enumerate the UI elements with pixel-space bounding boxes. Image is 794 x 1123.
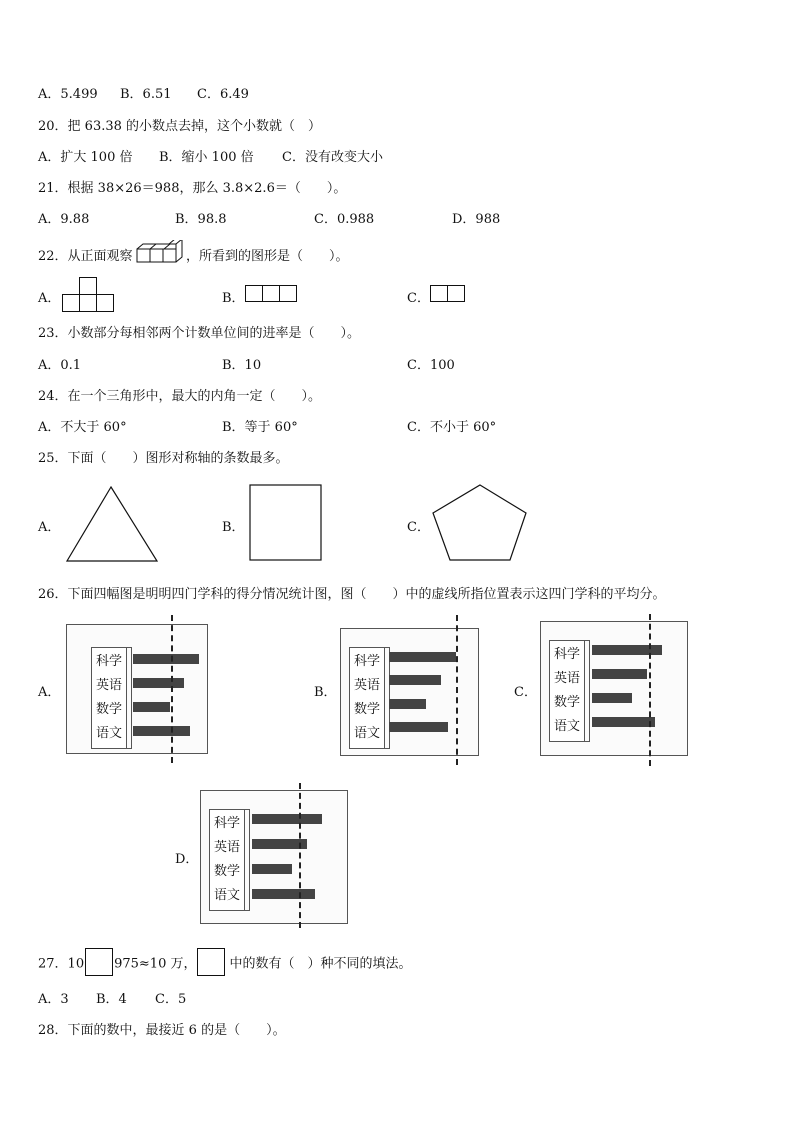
q23-option-c[interactable]: C．100 bbox=[407, 358, 455, 373]
q20-stem: 20．把 63.38 的小数点去掉，这个小数就（ ） bbox=[38, 119, 322, 134]
subject-science: 科学 bbox=[95, 654, 122, 669]
bar-chinese bbox=[133, 726, 190, 736]
q22-option-b[interactable]: B． bbox=[222, 291, 245, 306]
q25-option-c[interactable]: C． bbox=[407, 520, 430, 535]
bracket bbox=[244, 809, 250, 911]
subject-chinese: 语文 bbox=[553, 719, 580, 734]
subject-labels bbox=[549, 640, 585, 742]
triangle-shape[interactable] bbox=[65, 485, 159, 563]
bar-chinese bbox=[389, 722, 448, 732]
q26-option-b[interactable]: B． bbox=[314, 685, 337, 700]
q19-option-b[interactable]: B．6.51 bbox=[120, 87, 172, 102]
q27-option-b[interactable]: B．4 bbox=[96, 992, 127, 1007]
subject-math: 数学 bbox=[553, 695, 580, 710]
subject-english: 英语 bbox=[353, 678, 380, 693]
q27-text-3: 中的数有（ ）种不同的填法。 bbox=[229, 956, 412, 972]
bracket bbox=[584, 640, 590, 742]
q26-chart-d[interactable] bbox=[200, 790, 348, 924]
bar-english bbox=[592, 669, 647, 679]
subject-math: 数学 bbox=[353, 702, 380, 717]
q27-text-2: 975≈10 万， bbox=[114, 956, 197, 972]
q21-option-c[interactable]: C．0.988 bbox=[314, 212, 375, 227]
q22-option-b-figure[interactable] bbox=[245, 284, 299, 304]
subject-chinese: 语文 bbox=[353, 726, 380, 741]
q25-option-b[interactable]: B． bbox=[222, 520, 245, 535]
q25-stem: 25．下面（ ）图形对称轴的条数最多。 bbox=[38, 451, 289, 466]
q22-stem-start: 22．从正面观察 bbox=[38, 249, 133, 264]
bar-english bbox=[133, 678, 184, 688]
bracket bbox=[126, 647, 132, 749]
q23-option-b[interactable]: B．10 bbox=[222, 358, 262, 373]
q27-answer-box-1[interactable] bbox=[85, 948, 113, 976]
bar-science bbox=[252, 814, 322, 824]
subject-science: 科学 bbox=[213, 816, 240, 831]
q26-stem: 26．下面四幅图是明明四门学科的得分情况统计图，图（ ）中的虚线所指位置表示这四门学科的平均分。 bbox=[38, 587, 666, 602]
square-shape[interactable] bbox=[249, 484, 323, 562]
average-dashed-line bbox=[649, 614, 651, 766]
bar-chinese bbox=[252, 889, 315, 899]
q26-option-a[interactable]: A． bbox=[38, 685, 61, 700]
bracket bbox=[384, 647, 390, 749]
average-dashed-line bbox=[299, 783, 301, 928]
subject-science: 科学 bbox=[553, 647, 580, 662]
q26-chart-a[interactable] bbox=[66, 624, 208, 754]
q22-option-c[interactable]: C． bbox=[407, 291, 430, 306]
subject-labels bbox=[91, 647, 127, 749]
bar-math bbox=[133, 702, 170, 712]
subject-math: 数学 bbox=[213, 864, 240, 879]
bar-science bbox=[389, 652, 456, 662]
average-dashed-line bbox=[171, 615, 173, 763]
subject-english: 英语 bbox=[553, 671, 580, 686]
q21-option-d[interactable]: D．988 bbox=[452, 212, 501, 227]
bar-math bbox=[252, 864, 292, 874]
q27-stem bbox=[38, 952, 412, 976]
q28-stem: 28．下面的数中，最接近 6 的是（ ）。 bbox=[38, 1023, 286, 1038]
q24-stem: 24．在一个三角形中，最大的内角一定（ ）。 bbox=[38, 389, 322, 404]
subject-chinese: 语文 bbox=[213, 888, 240, 903]
q27-answer-box-2[interactable] bbox=[197, 948, 225, 976]
q22-stem-end: ，所看到的图形是（ ）。 bbox=[186, 249, 349, 264]
q19-option-a[interactable]: A．5.499 bbox=[38, 87, 98, 102]
q20-option-c[interactable]: C．没有改变大小 bbox=[282, 150, 383, 165]
q26-option-c[interactable]: C． bbox=[514, 685, 537, 700]
q24-option-a[interactable]: A．不大于 60° bbox=[38, 420, 127, 435]
bar-math bbox=[592, 693, 632, 703]
q26-chart-c[interactable] bbox=[540, 621, 688, 756]
q26-chart-b[interactable] bbox=[340, 628, 479, 756]
q21-option-a[interactable]: A．9.88 bbox=[38, 212, 90, 227]
pentagon-shape[interactable] bbox=[431, 483, 529, 563]
q26-option-d[interactable]: D． bbox=[175, 852, 199, 867]
average-dashed-line bbox=[456, 615, 458, 765]
subject-english: 英语 bbox=[213, 840, 240, 855]
q21-stem: 21．根据 38×26＝988，那么 3.8×2.6＝（ ）。 bbox=[38, 181, 347, 196]
q24-option-c[interactable]: C．不小于 60° bbox=[407, 420, 497, 435]
q27-text-1: 27．10 bbox=[38, 956, 85, 972]
q19-option-c[interactable]: C．6.49 bbox=[197, 87, 249, 102]
subject-labels bbox=[349, 647, 385, 749]
q22-option-c-figure[interactable] bbox=[430, 284, 467, 304]
q22-option-a-figure[interactable] bbox=[62, 276, 116, 312]
bar-chinese bbox=[592, 717, 655, 727]
subject-labels bbox=[209, 809, 245, 911]
bar-math bbox=[389, 699, 426, 709]
q24-option-b[interactable]: B．等于 60° bbox=[222, 420, 298, 435]
q20-option-b[interactable]: B．缩小 100 倍 bbox=[159, 150, 254, 165]
bar-science bbox=[133, 654, 199, 664]
subject-english: 英语 bbox=[95, 678, 122, 693]
q27-option-a[interactable]: A．3 bbox=[38, 992, 69, 1007]
q27-option-c[interactable]: C．5 bbox=[155, 992, 187, 1007]
q20-option-a[interactable]: A．扩大 100 倍 bbox=[38, 150, 133, 165]
bar-science bbox=[592, 645, 662, 655]
bar-english bbox=[389, 675, 441, 685]
subject-math: 数学 bbox=[95, 702, 122, 717]
subject-science: 科学 bbox=[353, 654, 380, 669]
subject-chinese: 语文 bbox=[95, 726, 122, 741]
cube-stack-3d-icon bbox=[136, 240, 184, 266]
q22-option-a[interactable]: A． bbox=[38, 291, 61, 306]
q23-option-a[interactable]: A．0.1 bbox=[38, 358, 82, 373]
q25-option-a[interactable]: A． bbox=[38, 520, 61, 535]
q21-option-b[interactable]: B．98.8 bbox=[175, 212, 227, 227]
q23-stem: 23．小数部分每相邻两个计数单位间的进率是（ ）。 bbox=[38, 326, 361, 341]
